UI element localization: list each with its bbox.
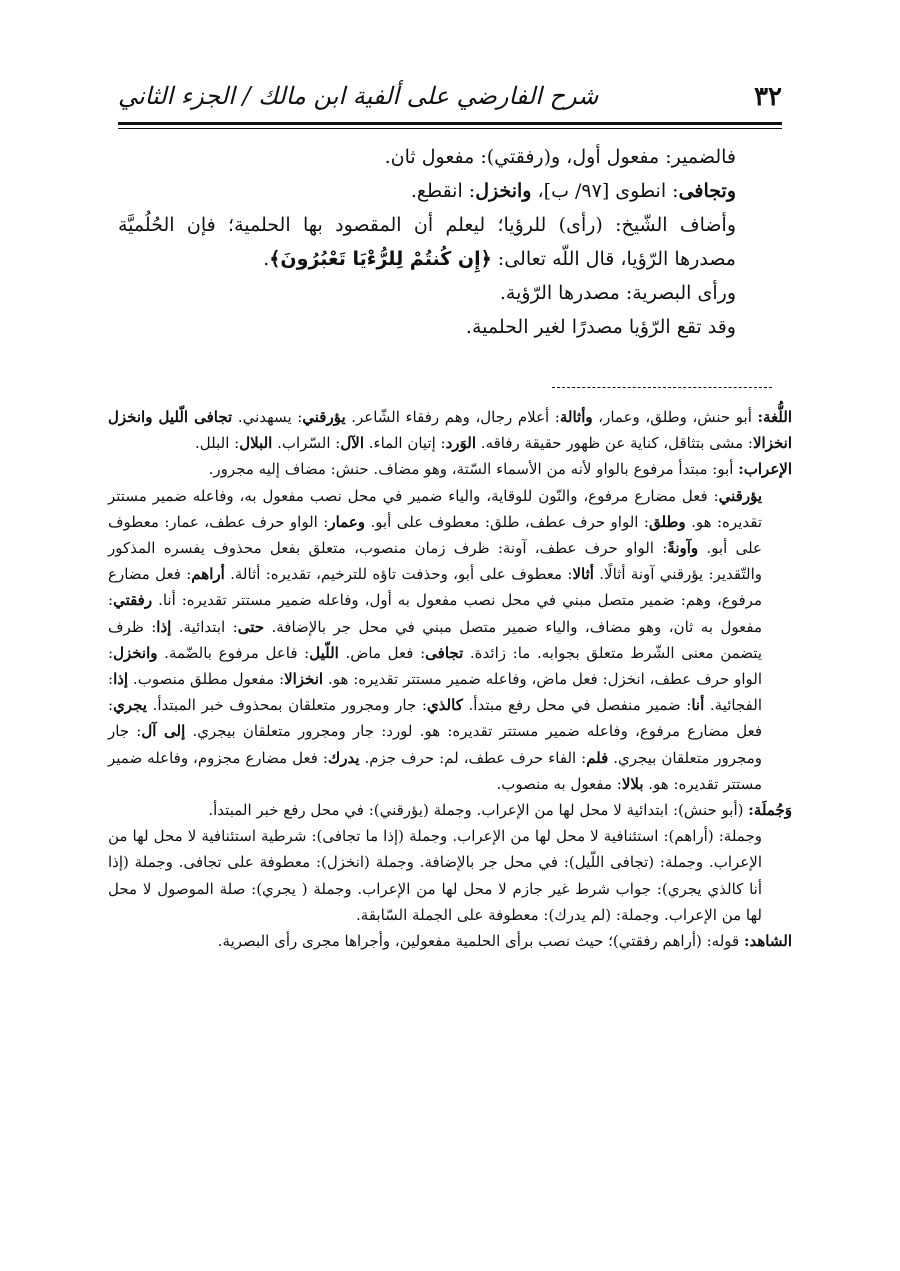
footnote-separator	[552, 387, 772, 388]
note-text: : فاعل مرفوع بالضّمة.	[157, 643, 310, 662]
note-text: : الواو حرف عطف، عمار: معطوف على أبو.	[108, 512, 762, 558]
note-jumla-label: وَجُملَة:	[748, 801, 792, 820]
note-term: يجري	[113, 696, 147, 715]
note-text: : مشى بتثاقل، كناية عن ظهور حقيقة رفاقه.	[476, 434, 753, 453]
note-text: : فعل مضارع مجزوم، وفاعله ضمير مستتر تقديره: هو.	[108, 748, 762, 793]
footnotes	[108, 404, 792, 954]
note-term: كالذي	[426, 696, 463, 715]
note-jumla-intro	[108, 797, 792, 823]
note-text: : ظرف يتضمن معنى الشّرط متعلق بجوابه. ما: زائدة.	[108, 617, 762, 662]
main-paragraph-2	[118, 174, 780, 208]
note-text: : جار ومجرور متعلقان بمحذوف خبر المبتدأ.	[146, 696, 427, 715]
note-term: أثالا	[572, 565, 594, 584]
page-header	[118, 78, 782, 120]
note-text: : فعل مضارع مرفوع، والنّون للوقاية، والياء ضمير في محل نصب مفعول به، وفاعله ضمير مستتر تقديره: هو.	[108, 486, 762, 531]
note-term: بلالا	[621, 774, 644, 793]
note-text: : جار ومجرور متعلقان بيجري.	[108, 722, 762, 767]
note-term: حتى	[237, 617, 265, 636]
note-text: : السّراب.	[272, 434, 341, 453]
note-irab-label: الإعراب:	[738, 460, 792, 479]
note-text: : الواو حرف عطف، انخزل: فعل ماض، وفاعله ضمير مستتر تقديره: هو.	[108, 643, 762, 689]
note-irab-intro	[108, 456, 792, 482]
note-text: : البلل.	[195, 434, 240, 453]
note-shahid-label: الشاهد:	[743, 932, 792, 951]
note-term: أراهم	[191, 565, 225, 584]
note-text: : إتيان الماء.	[363, 434, 446, 453]
note-term: وانخزل	[113, 643, 158, 662]
main-paragraph-3-end: .	[263, 248, 270, 270]
note-text: : أعلام رجال، وهم رفقاء الشّاعر.	[345, 408, 560, 426]
note-text: : مفعول مطلق منصوب.	[128, 670, 285, 689]
note-text: : ابتدائية.	[171, 617, 238, 636]
note-term: اللّيل	[309, 643, 339, 662]
term-tajafa: وتجافى	[678, 180, 736, 202]
quran-verse: ﴿إِن كُنتُمْ لِلرُّءْيَا تَعْبُرُونَ﴾	[269, 248, 492, 270]
note-term: يؤرقني	[718, 486, 762, 505]
note-term: يدرك	[327, 748, 360, 767]
note-text: : مفعول به ثان، وهو مضاف، والياء ضمير متصل مبني في محل جر بالإضافة.	[108, 591, 762, 636]
note-lugha	[108, 404, 792, 456]
note-term: إذا	[156, 617, 172, 636]
note-term: البلال	[239, 434, 273, 453]
note-text: : ضمير منفصل في محل رفع مبتدأ.	[462, 696, 692, 715]
note-term: الوَرد	[445, 434, 477, 453]
note-term: الآل	[340, 434, 364, 453]
header-rule-thick	[118, 122, 782, 125]
note-term: تجافى	[425, 643, 464, 662]
note-term: وآونةً	[667, 539, 699, 558]
note-jumla: وجملة: (أراهم): استئنافية لا محل لها من الإعراب. وجملة (إذا ما تجافى): شرطية استئنافية لا محل لها من الإعراب. وجملة: (تجافى اللّيل): في محل جر بالإضافة. وجملة (انخزل): معطوفة على تجافى. وجملة (إذا أنا كالذي يجري): جواب شرط غير جازم لا محل لها من الإعراب. وجملة ( يجري): صلة الموصول لا محل لها من الإعراب. وجملة: (لم يدرك): معطوفة على الجملة السّابقة.	[108, 827, 762, 924]
running-title: شرح الفارضي على ألفية ابن مالك / الجزء الثاني	[118, 82, 599, 110]
note-text: قوله: (أراهم رفقتي)؛ حيث نصب برأى الحلمية مفعولين، وأجراها مجرى رأى البصرية.	[217, 932, 744, 951]
note-text: : الفاء حرف عطف، لم: حرف جزم.	[359, 748, 587, 767]
note-term: رفقتي	[113, 591, 153, 610]
note-term: وطلق	[648, 512, 686, 531]
note-text: : فعل ماض.	[338, 643, 426, 662]
main-paragraph-3	[118, 208, 780, 276]
note-term: تجافى الّليل وانخزل انخزالا	[108, 408, 792, 453]
note-text: أبو حنش، وطلق، وعمار،	[592, 408, 758, 426]
note-term: انخزالا	[284, 670, 324, 689]
note-text: (أبو حنش): ابتدائية لا محل لها من الإعراب. وجملة (يؤرقني): في محل رفع خبر المبتدأ.	[208, 801, 749, 820]
main-paragraph-3-text: وأضاف الشّيخ: (رأى) للرؤيا؛ ليعلم أن المقصود بها الحلمية؛ فإن الحُلُميَّة مصدرها الرّؤيا، قال اللّه تعالى:	[118, 214, 736, 270]
note-text: : يسهدني.	[232, 408, 303, 426]
term-inkhazal: وانخزل	[475, 180, 532, 202]
note-text: : الواو حرف عطف، طلق: معطوف على أبو.	[365, 512, 649, 531]
note-term: وأثالة	[559, 408, 593, 426]
main-paragraph-4: ورأى البصرية: مصدرها الرّؤية.	[499, 282, 736, 304]
note-term: أنا	[691, 696, 705, 715]
page-number: ٣٢	[754, 82, 782, 112]
main-paragraph-1: فالضمير: مفعول أول، و(رفقتي): مفعول ثان.	[384, 146, 736, 168]
main-paragraph-5: وقد تقع الرّؤيا مصدرًا لغير الحلمية.	[465, 316, 736, 338]
note-text: أبو: مبتدأ مرفوع بالواو لأنه من الأسماء السّتة، وهو مضاف. حنش: مضاف إليه مجرور.	[208, 460, 739, 479]
note-text: : الفجائية.	[108, 670, 763, 715]
note-lugha-label: اللُّغة:	[757, 408, 793, 426]
note-term: وعمار	[328, 512, 366, 531]
main-paragraph-2-text-end: : انقطع.	[410, 180, 476, 202]
note-text: : الواو حرف عطف، آونة: ظرف زمان منصوب، متعلق بفعل محذوف يفسره المذكور والتّقدير: يؤرقني آونة أثالًا.	[108, 539, 762, 584]
note-term: يؤرقني	[302, 408, 346, 426]
main-paragraph-2-text: : انطوى [٩٧/ ب]،	[531, 180, 679, 202]
note-irab	[108, 483, 792, 797]
header-rule-thin	[118, 128, 782, 129]
note-text: : فعل مضارع مرفوع، وفاعله ضمير مستتر تقديره: هو. لورد: جار ومجرور متعلقان بيجري.	[108, 696, 762, 741]
note-term: فلم	[586, 748, 609, 767]
note-text: : فعل مضارع مرفوع، وهم: ضمير متصل مبني في محل نصب مفعول به أول، وفاعله ضمير مستتر تقديره: أنا.	[108, 565, 762, 610]
note-term: إلى آل	[141, 722, 186, 741]
note-shahid	[108, 928, 792, 954]
note-text: : معطوف على أبو، وحذفت تاؤه للترخيم، تقديره: أثالة.	[224, 565, 573, 584]
note-term: إذا	[113, 670, 129, 689]
main-text	[118, 140, 780, 344]
note-text: : مفعول به منصوب.	[496, 774, 622, 793]
